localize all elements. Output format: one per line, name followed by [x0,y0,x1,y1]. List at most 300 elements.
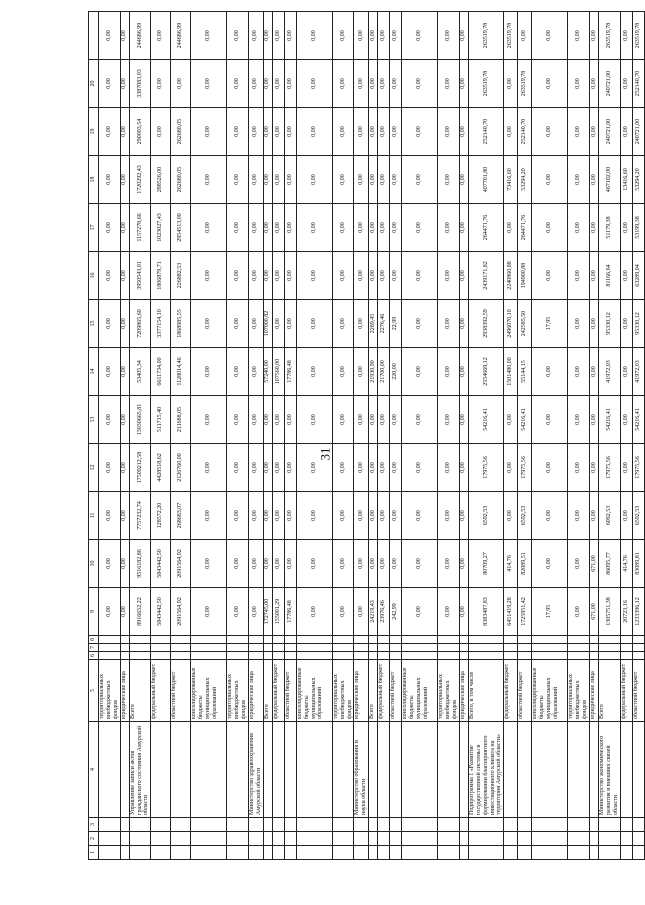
amount-cell: 0,00 [249,540,264,588]
amount-cell: 0,00 [620,348,632,396]
header-cell: 11 [89,492,99,540]
amount-cell: 0,00 [590,396,599,444]
amount-cell: 0,00 [191,588,227,636]
amount-cell: 0,00 [438,300,460,348]
amount-cell: 0,00 [99,300,121,348]
rotated-table-container [88,22,641,860]
code-cell [151,636,171,644]
empty-cell [99,846,121,860]
amount-cell: 0,00 [390,252,402,300]
amount-cell: 0,00 [272,396,284,444]
amount-cell: 0,00 [296,444,332,492]
amount-cell: 0,00 [227,348,249,396]
empty-cell [129,818,151,832]
funding-source-cell: Всего [129,660,151,722]
amount-cell: 0,00 [284,204,296,252]
page-number: 31 [317,447,333,461]
header-cell: 16 [89,252,99,300]
amount-cell: 0,00 [249,588,264,636]
amount-cell: 22,99 [390,300,402,348]
amount-cell: 17,95 [532,588,568,636]
table-row [402,12,438,860]
amount-cell: 0,00 [249,108,264,156]
amount-cell: 0,00 [120,12,129,60]
amount-cell: 0,00 [568,492,590,540]
amount-cell: 23976,46 [378,588,390,636]
amount-cell: 2289,45 [369,300,378,348]
amount-cell: 0,00 [390,60,402,108]
amount-cell: 0,00 [354,252,369,300]
header-cell: 5 [89,660,99,722]
amount-cell: 0,00 [390,108,402,156]
header-cell: 19 [89,108,99,156]
amount-cell: 220,00 [390,348,402,396]
amount-cell: 0,00 [518,12,532,60]
amount-cell: 0,00 [249,252,264,300]
amount-cell: 54216,41 [518,396,532,444]
empty-cell [532,818,568,832]
amount-cell: 252140,70 [518,108,532,156]
amount-cell: 24219,43 [369,588,378,636]
amount-cell: 0,00 [272,300,284,348]
amount-cell: 0,00 [296,348,332,396]
empty-cell [296,818,332,832]
code-cell [272,636,284,644]
amount-cell: 0,00 [120,252,129,300]
empty-cell [459,832,468,846]
amount-cell: 0,00 [568,108,590,156]
amount-cell: 0,00 [284,396,296,444]
amount-cell: 0,00 [402,12,438,60]
code-cell [191,636,227,644]
amount-cell: 0,00 [284,60,296,108]
empty-cell [620,832,632,846]
amount-cell: 81166,64 [599,252,621,300]
amount-cell: 0,00 [191,444,227,492]
amount-cell: 242585,50 [518,300,532,348]
amount-cell: 0,00 [120,540,129,588]
code-cell [504,636,518,644]
header-cell: 13 [89,396,99,444]
amount-cell: 0,00 [620,108,632,156]
amount-cell: 0,00 [99,252,121,300]
amount-cell: 0,00 [284,444,296,492]
funding-source-cell: юридические лица [459,660,468,722]
table-row [99,12,121,860]
amount-cell: 53405,34 [129,348,151,396]
amount-cell: 0,00 [354,108,369,156]
amount-cell: 0,00 [438,588,460,636]
amount-cell: 0,00 [249,444,264,492]
amount-cell: 0,00 [438,444,460,492]
code-cell [459,652,468,660]
code-cell [272,644,284,652]
amount-cell: 0,00 [151,60,171,108]
amount-cell: 0,00 [390,492,402,540]
amount-cell: 240721,00 [599,108,621,156]
amount-cell: 0,00 [227,60,249,108]
amount-cell: 0,00 [369,204,378,252]
empty-cell [468,818,503,832]
amount-cell: 0,00 [590,60,599,108]
amount-cell: 0,00 [438,156,460,204]
empty-cell [99,832,121,846]
amount-cell: 0,00 [590,300,599,348]
amount-cell: 0,00 [369,252,378,300]
amount-cell: 0,00 [284,252,296,300]
amount-cell: 63289,04 [632,252,644,300]
empty-cell [459,846,468,860]
responsible-executor-cell [378,722,390,818]
code-cell [227,644,249,652]
amount-cell: 0,00 [402,204,438,252]
responsible-executor-cell [99,722,121,818]
code-cell [171,652,191,660]
empty-cell [120,846,129,860]
amount-cell: 2439171,82 [468,252,503,300]
responsible-executor-cell: Министерство здравоохранения Амурской области [249,722,264,818]
header-cell: 17 [89,204,99,252]
amount-cell: 0,00 [272,252,284,300]
empty-cell [354,846,369,860]
amount-cell: 6451419,28 [504,588,518,636]
amount-cell: 0,00 [568,540,590,588]
empty-cell [171,818,191,832]
empty-cell [263,818,272,832]
funding-source-cell: юридические лица [590,660,599,722]
code-cell [296,652,332,660]
code-cell [249,652,264,660]
amount-cell: 263519,78 [504,12,518,60]
funding-source-cell: консолидированные бюджеты муниципальных образований [191,660,227,722]
amount-cell: 55144,15 [518,348,532,396]
amount-cell: 3377154,10 [151,300,171,348]
amount-cell: 252140,70 [468,108,503,156]
code-cell [332,644,354,652]
amount-cell: 17975,56 [599,444,621,492]
amount-cell: 0,00 [568,396,590,444]
amount-cell: 0,00 [369,156,378,204]
responsible-executor-cell [518,722,532,818]
amount-cell: 6592,53 [468,492,503,540]
amount-cell: 0,00 [263,156,272,204]
code-cell [518,644,532,652]
amount-cell: 211688,05 [171,396,191,444]
code-cell [99,652,121,660]
responsible-executor-cell [171,722,191,818]
code-cell [599,636,621,644]
amount-cell: 242,99 [390,588,402,636]
amount-cell: 0,00 [120,396,129,444]
amount-cell: 0,00 [99,444,121,492]
amount-cell: 95330,12 [599,300,621,348]
table-row [120,12,129,860]
amount-cell: 0,00 [120,204,129,252]
header-cell [89,12,99,60]
funding-source-cell: юридические лица [354,660,369,722]
amount-cell: 2938392,59 [468,300,503,348]
amount-cell: 0,00 [402,348,438,396]
amount-cell: 0,00 [378,396,390,444]
table-row [171,12,191,860]
amount-cell: 0,00 [568,12,590,60]
code-cell [568,652,590,660]
code-cell [378,636,390,644]
code-cell [369,636,378,644]
empty-cell [332,818,354,832]
empty-cell [284,832,296,846]
empty-cell [438,846,460,860]
amount-cell: 0,00 [390,156,402,204]
code-cell [354,644,369,652]
amount-cell: 0,00 [459,540,468,588]
amount-cell: 0,00 [620,300,632,348]
amount-cell: 0,00 [532,492,568,540]
code-cell [620,652,632,660]
amount-cell: 0,00 [249,396,264,444]
amount-cell: 0,00 [369,60,378,108]
empty-cell [354,832,369,846]
empty-cell [518,832,532,846]
amount-cell: 4428518,62 [151,444,171,492]
code-cell [284,652,296,660]
amount-cell: 0,00 [459,492,468,540]
amount-cell: 0,00 [390,12,402,60]
amount-cell: 17975,56 [468,444,503,492]
responsible-executor-cell [191,722,227,818]
amount-cell: 21700,00 [378,348,390,396]
responsible-executor-cell [296,722,332,818]
amount-cell: 0,00 [332,444,354,492]
amount-cell: 0,00 [249,348,264,396]
amount-cell: 0,00 [459,396,468,444]
empty-cell [263,846,272,860]
amount-cell: 0,00 [438,492,460,540]
amount-cell: 0,00 [263,108,272,156]
amount-cell: 0,00 [99,156,121,204]
amount-cell: 0,00 [568,60,590,108]
amount-cell: 0,00 [459,156,468,204]
amount-cell: 0,00 [459,204,468,252]
empty-cell [568,832,590,846]
amount-cell: 0,00 [532,540,568,588]
funding-source-cell: Всего [263,660,272,722]
header-cell: 1 [89,846,99,860]
amount-cell: 0,00 [590,252,599,300]
amount-cell: 0,00 [354,588,369,636]
amount-cell: 0,00 [459,12,468,60]
amount-cell: 3387083,03 [129,60,151,108]
amount-cell: 0,00 [272,108,284,156]
amount-cell: 0,00 [532,396,568,444]
code-cell [532,644,568,652]
amount-cell: 17975,56 [632,444,644,492]
code-cell [296,644,332,652]
amount-cell: 0,00 [120,444,129,492]
empty-cell [599,846,621,860]
amount-cell: 263519,78 [599,12,621,60]
empty-cell [568,846,590,860]
amount-cell: 107560,00 [272,348,284,396]
amount-cell: 0,00 [227,588,249,636]
amount-cell: 3950543,01 [129,252,151,300]
code-cell [249,636,264,644]
header-cell: 3 [89,818,99,832]
amount-cell: 0,00 [227,12,249,60]
amount-cell: 0,00 [590,444,599,492]
amount-cell: 17786,48 [284,588,296,636]
code-cell [468,644,503,652]
amount-cell: 2091564,92 [171,540,191,588]
amount-cell: 53294,20 [518,156,532,204]
table-row [129,12,151,860]
amount-cell: 1806879,71 [151,252,171,300]
amount-cell: 0,00 [532,204,568,252]
amount-cell: 252140,70 [632,60,644,108]
amount-cell: 0,00 [459,348,468,396]
empty-cell [390,846,402,860]
code-cell [354,636,369,644]
amount-cell: 107000,82 [263,300,272,348]
empty-cell [390,832,402,846]
amount-cell: 0,00 [402,540,438,588]
code-cell [272,652,284,660]
amount-cell: 0,00 [402,156,438,204]
amount-cell: 53294,20 [632,156,644,204]
budget-table [88,11,645,860]
amount-cell: 0,00 [272,444,284,492]
amount-cell: 0,00 [272,540,284,588]
amount-cell: 414,76 [620,540,632,588]
amount-cell: 1720292,43 [129,156,151,204]
amount-cell: 0,00 [590,108,599,156]
amount-cell: 0,00 [378,492,390,540]
amount-cell: 0,00 [504,492,518,540]
table-row [590,12,599,860]
table-row [438,12,460,860]
amount-cell: 264471,76 [468,204,503,252]
code-cell [620,636,632,644]
empty-cell [504,832,518,846]
amount-cell: 1157278,66 [129,204,151,252]
responsible-executor-cell [504,722,518,818]
amount-cell: 0,00 [620,444,632,492]
code-cell [468,636,503,644]
amount-cell: 0,00 [296,588,332,636]
amount-cell: 0,00 [191,396,227,444]
responsible-executor-cell: Министерство образования и науки области [354,722,369,818]
empty-cell [402,846,438,860]
amount-cell: 0,00 [332,12,354,60]
amount-cell: 671,00 [590,540,599,588]
amount-cell: 21930,90 [369,348,378,396]
code-cell [120,644,129,652]
table-row [390,12,402,860]
code-cell [459,644,468,652]
responsible-executor-cell [402,722,438,818]
empty-cell [354,818,369,832]
amount-cell: 53199,38 [632,204,644,252]
table-row [191,12,227,860]
empty-cell [438,832,460,846]
amount-cell: 8916652,22 [129,588,151,636]
table-row [284,12,296,860]
table-row [296,12,332,860]
funding-source-cell: территориальных внебюджетных фондов [99,660,121,722]
code-cell [296,636,332,644]
code-cell [227,652,249,660]
amount-cell: 0,00 [402,60,438,108]
amount-cell: 41972,03 [599,348,621,396]
amount-cell: 0,00 [332,540,354,588]
code-cell [227,636,249,644]
empty-cell [468,832,503,846]
amount-cell: 0,00 [459,300,468,348]
empty-cell [590,818,599,832]
amount-cell: 54216,41 [632,396,644,444]
table-row [378,12,390,860]
empty-cell [272,846,284,860]
table-row [227,12,249,860]
amount-cell: 0,00 [296,204,332,252]
code-cell [191,644,227,652]
responsible-executor-cell: Подпрограмма 1 «Развитие государственной системы в формировании благоприятного инвестиционного климата на территории Амурской области» [468,722,503,818]
amount-cell: 0,00 [227,108,249,156]
header-cell: 9 [89,588,99,636]
amount-cell: 0,00 [354,12,369,60]
amount-cell: 0,00 [354,60,369,108]
amount-cell: 268683,07 [171,492,191,540]
empty-cell [249,818,264,832]
empty-cell [632,832,644,846]
amount-cell: 0,00 [504,108,518,156]
empty-cell [296,846,332,860]
amount-cell: 0,00 [402,108,438,156]
amount-cell: 0,00 [354,348,369,396]
empty-cell [151,846,171,860]
amount-cell: 1501480,00 [504,348,518,396]
amount-cell: 0,00 [402,396,438,444]
amount-cell: 0,00 [438,348,460,396]
header-cell: 14 [89,348,99,396]
amount-cell: 0,00 [284,108,296,156]
code-cell [438,644,460,652]
table-row [249,12,264,860]
amount-cell: 9516182,86 [129,540,151,588]
funding-source-cell: федеральный бюджет [504,660,518,722]
header-cell: 18 [89,156,99,204]
code-cell [129,644,151,652]
empty-cell [620,818,632,832]
amount-cell: 2496070,10 [504,300,518,348]
amount-cell: 0,00 [120,60,129,108]
amount-cell: 0,00 [378,444,390,492]
empty-cell [402,818,438,832]
code-cell [263,636,272,644]
amount-cell: 0,00 [249,60,264,108]
amount-cell: 0,00 [120,588,129,636]
amount-cell: 0,00 [99,348,121,396]
amount-cell: 0,00 [438,108,460,156]
amount-cell: 0,00 [332,348,354,396]
amount-cell: 262680,05 [171,108,191,156]
code-cell [354,652,369,660]
amount-cell: 0,00 [120,300,129,348]
amount-cell: 0,00 [120,348,129,396]
amount-cell: 6592,53 [632,492,644,540]
amount-cell: 0,00 [402,492,438,540]
code-cell [590,652,599,660]
